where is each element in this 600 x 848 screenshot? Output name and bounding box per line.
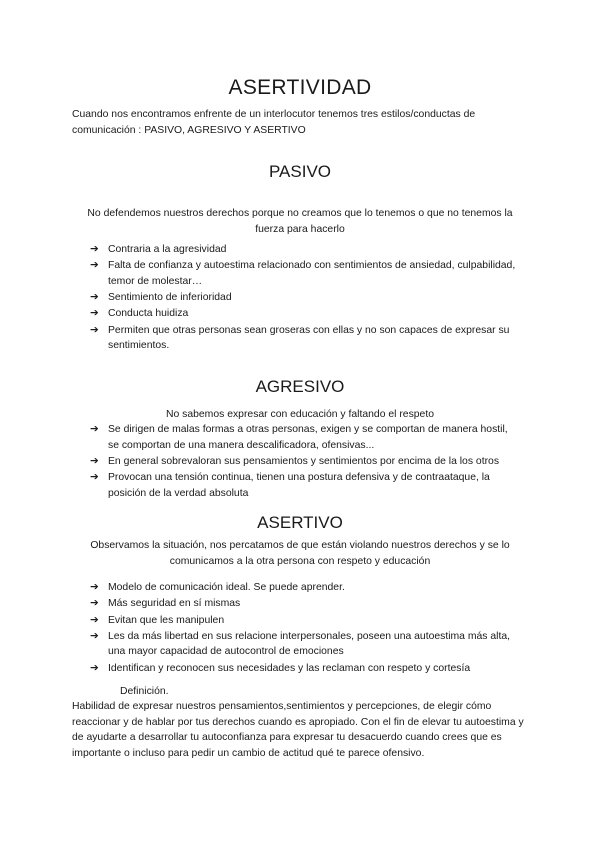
arrow-right-icon: ➔ [90, 598, 99, 610]
list-item: ➔ Provocan una tensión continua, tienen una postura defensiva y de contraataque, la posición de la verdad absoluta [90, 472, 490, 499]
section-heading-asertivo: ASERTIVO [257, 513, 343, 532]
agresivo-description: No sabemos expresar con educación y faltando el respeto [165, 409, 434, 420]
list-item: ➔ Contraria a la agresividad [90, 242, 520, 258]
arrow-right-icon: ➔ [90, 324, 99, 336]
asertivo-list [90, 580, 520, 677]
section-heading-pasivo: PASIVO [268, 162, 332, 181]
definition-label: Definición. [120, 686, 169, 697]
arrow-right-icon: ➔ [90, 424, 99, 435]
list-item: ➔ En general sobrevaloran sus pensamientos y sentimientos por encima de la los otros [90, 454, 520, 470]
arrow-right-icon: ➔ [90, 614, 99, 626]
list-item: ➔ Se dirigen de malas formas a otras personas, exigen y se comportan de manera hostil, se comportan de una manera descalificadora, ofensivas... [90, 424, 508, 451]
arrow-right-icon: ➔ [90, 630, 99, 642]
pasivo-list [90, 242, 520, 354]
definition-paragraph: Habilidad de expresar nuestros pensamientos,sentimientos y percepciones, de elegir cómo reaccionar y de hablar por tus derechos cuando es apropiado. Con el fin de elevar tu autoestima y de ayudarte a desarrollar tu autoconfianza para expresar tu desacuerdo cuando crees que es importante o incluso para pedir un cambio de actitud qué te parece ofensivo. [72, 701, 524, 759]
list-item: ➔ Evitan que les manipulen [90, 613, 520, 629]
pasivo-description: No defendemos nuestros derechos porque no creamos que lo tenemos o que no tenemos la fuerza para hacerlo [87, 208, 513, 235]
arrow-right-icon: ➔ [90, 662, 99, 674]
list-item: ➔ Sentimiento de inferioridad [90, 290, 520, 306]
list-item: ➔ Identifican y reconocen sus necesidades y las reclaman con respeto y cortesía [90, 661, 520, 677]
intro-paragraph: Cuando nos encontramos enfrente de un interlocutor tenemos tres estilos/conductas de comunicación : PASIVO, AGRESIVO Y ASERTIVO [72, 109, 476, 136]
arrow-right-icon: ➔ [90, 260, 99, 272]
arrow-right-icon: ➔ [90, 472, 99, 484]
arrow-right-icon: ➔ [90, 308, 99, 320]
agresivo-list [90, 422, 520, 502]
asertivo-description: Observamos la situación, nos percatamos de que están violando nuestros derechos y se lo comunicamos a la otra persona con respeto y educación [90, 540, 510, 567]
arrow-right-icon: ➔ [90, 455, 99, 467]
list-item: ➔ Modelo de comunicación ideal. Se puede aprender. [90, 580, 520, 596]
list-item: ➔ Más seguridad en sí mismas [90, 596, 520, 612]
list-item: ➔ Permiten que otras personas sean groseras con ellas y no son capaces de expresar su sentimientos. [90, 324, 510, 352]
list-item: ➔ Les da más libertad en sus relacione interpersonales, poseen una autoestima más alta, una mayor capacidad de autocontrol de emociones [90, 630, 511, 658]
arrow-right-icon: ➔ [90, 582, 99, 593]
page-title: ASERTIVIDAD [228, 76, 372, 99]
arrow-right-icon: ➔ [90, 292, 99, 304]
list-item: ➔ Conducta huidiza [90, 306, 520, 322]
arrow-right-icon: ➔ [90, 244, 99, 255]
section-heading-agresivo: AGRESIVO [255, 377, 345, 396]
list-item: ➔ Falta de confianza y autoestima relacionado con sentimientos de ansiedad, culpabilidad, temor de molestar… [90, 260, 516, 287]
